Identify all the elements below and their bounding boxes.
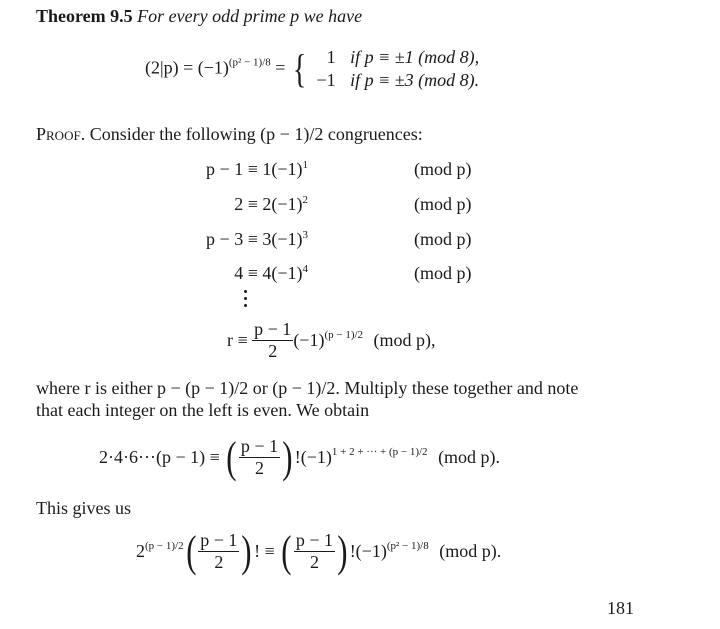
equation-mod: (mod p). xyxy=(439,541,502,562)
legendre-equals: = xyxy=(275,57,286,78)
cases-block xyxy=(314,46,480,91)
paragraph-line: where r is either p − (p − 1)/2 or (p − 1)/2. Multiply these together and note xyxy=(36,378,579,398)
congruence-row: $4 \equiv 4(-1)^4$ xyxy=(234,263,308,283)
congruence-row: $p - 3 \equiv 3(-1)^3$ xyxy=(206,229,308,249)
equation-result: $2^{(p - 1)/2}$( $\frac{p - 1}{2}$ ) ! ≡ ( $\frac{p - 1}{2}$ ) $!(-1)^{(p^2 - 1)/8}$ (mod p). xyxy=(136,527,502,576)
congruence-mod: (mod p) xyxy=(414,229,472,249)
congruence-row: $2 \equiv 2(-1)^2$ xyxy=(234,194,308,214)
congruence-mod: (mod p), xyxy=(373,329,436,350)
theorem-formula xyxy=(145,46,479,91)
theorem-statement: For every odd prime p we have xyxy=(137,6,363,26)
proof-intro xyxy=(36,124,423,146)
fraction: $\frac{p - 1}{2}$ xyxy=(254,319,292,361)
congruence-mod: (mod p) xyxy=(414,263,472,283)
page-number: 181 xyxy=(607,598,634,618)
theorem-label: Theorem 9.5 xyxy=(36,6,133,26)
proof-label: Proof. xyxy=(36,124,86,144)
equation-product: 2·4·6···(p − 1) ≡ ( $\frac{p - 1}{2}$ ) $!(-1)^{1 + 2 + \cdot\cdot\cdot + (p - 1)/2}$ (mod p). xyxy=(99,433,501,482)
vertical-ellipsis xyxy=(244,290,248,311)
case-2: −1 if p ≡ ±3 (mod 8). xyxy=(316,69,480,90)
theorem-heading xyxy=(36,6,362,28)
legendre-lhs: (2|p) = (−1) xyxy=(145,57,229,78)
congruence-row: $p - 1 \equiv 1(-1)^1$ xyxy=(206,159,308,179)
proof-intro-text: Consider the following (p − 1)/2 congruences: xyxy=(89,124,423,144)
cases-brace: { xyxy=(292,45,307,91)
fraction: $\frac{p - 1}{2}$ xyxy=(240,436,279,479)
paragraph-line: This gives us xyxy=(36,498,132,518)
congruence-mod: (mod p) xyxy=(414,194,472,214)
congruence-mod: (mod p) xyxy=(414,159,472,179)
paragraph-line: that each integer on the left is even. We obtain xyxy=(36,400,370,420)
legendre-exponent: (p² − 1)/8 xyxy=(228,56,271,69)
case-1: 1 if p ≡ ±1 (mod 8), xyxy=(326,47,480,67)
equation-mod: (mod p). xyxy=(438,447,501,468)
fraction: $\frac{p - 1}{2}$ xyxy=(200,530,238,573)
fraction: $\frac{p - 1}{2}$ xyxy=(295,530,334,573)
congruence-last-row: r ≡ $\frac{p - 1}{2}$ $(-1)^{(p - 1)/2}$ (mod p), xyxy=(227,319,436,361)
